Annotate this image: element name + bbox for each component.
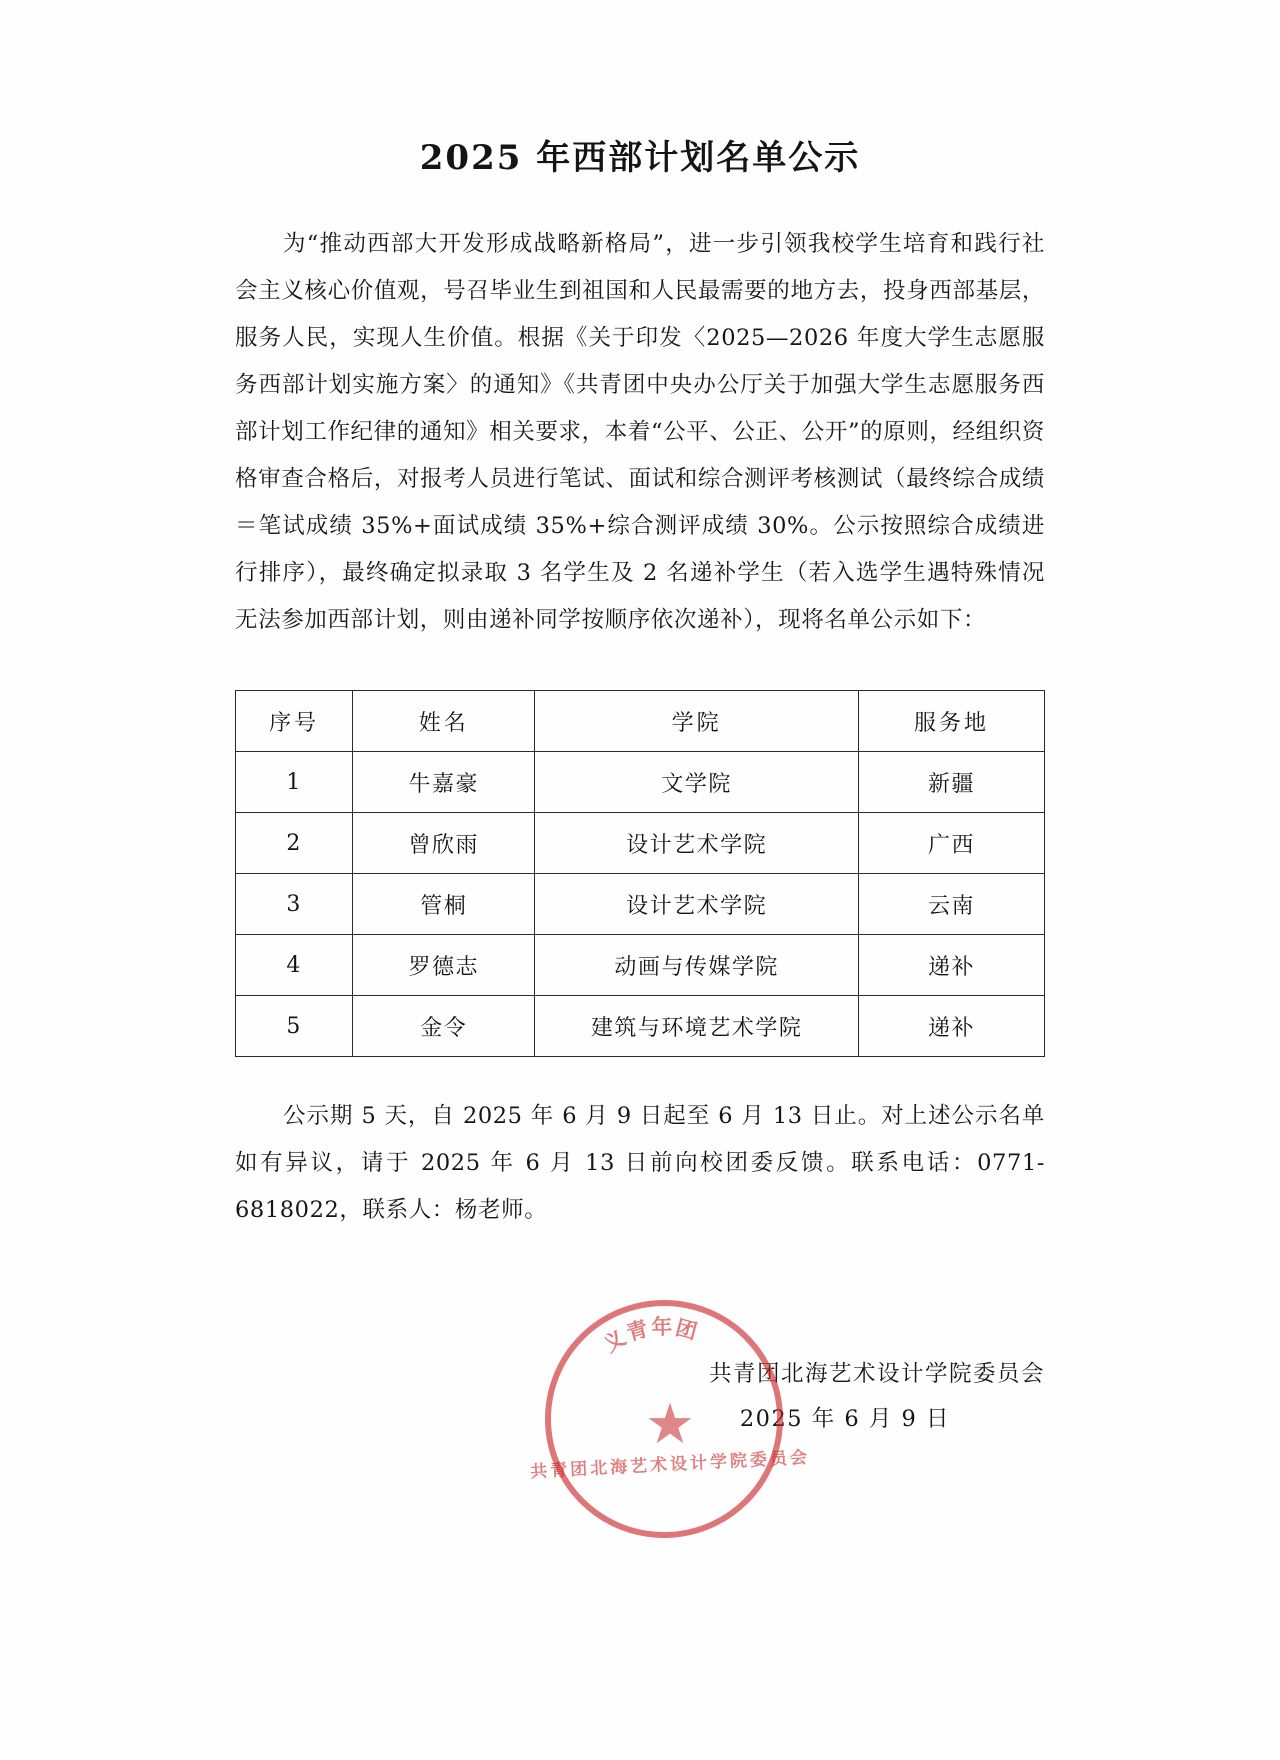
name-list-table-wrapper xyxy=(235,690,1045,1057)
signature-organization: 共青团北海艺术设计学院委员会 xyxy=(708,1361,1045,1387)
cell-college: 动画与传媒学院 xyxy=(535,935,859,996)
cell-location: 云南 xyxy=(858,874,1044,935)
cell-college: 建筑与环境艺术学院 xyxy=(535,996,859,1057)
table-row xyxy=(236,813,1045,874)
cell-index: 1 xyxy=(236,752,353,813)
seal-star-icon: ★ xyxy=(644,1392,696,1457)
notice-paragraph: 公示期 5 天，自 2025 年 6 月 9 日起至 6 月 13 日止。对上述公示名单如有异议，请于 2025 年 6 月 13 日前向校团委反馈。联系电话：0771-6818022，联系人：杨老师。 xyxy=(235,1103,1045,1223)
cell-name: 管桐 xyxy=(353,874,535,935)
cell-college: 文学院 xyxy=(535,752,859,813)
notice-section xyxy=(235,1093,1045,1234)
signature-block xyxy=(235,1352,1045,1442)
intro-paragraph: 为“推动西部大开发形成战略新格局”，进一步引领我校学生培育和践行社会主义核心价值观，号召毕业生到祖国和人民最需要的地方去，投身西部基层，服务人民，实现人生价值。根据《关于印发〈2025—2026 年度大学生志愿服务西部计划实施方案〉的通知》《共青团中央办公厅关于加强大学生志愿服务西部计划工作纪律的通知》相关要求，本着“公平、公正、公开”的原则，经组织资格审查合格后，对报考人员进行笔试、面试和综合测评考核测试（最终综合成绩＝笔试成绩 35%+面试成绩 35%+综合测评成绩 30%。公示按照综合成绩进行排序），最终确定拟录取 3 名学生及 2 名递补学生（若入选学生遇特殊情况无法参加西部计划，则由递补同学按顺序依次递补），现将名单公示如下： xyxy=(235,231,1045,633)
cell-index: 5 xyxy=(236,996,353,1057)
page-title: 2025 年西部计划名单公示 xyxy=(419,138,861,178)
table-header-index: 序号 xyxy=(236,691,353,752)
table-header-name: 姓名 xyxy=(353,691,535,752)
cell-college: 设计艺术学院 xyxy=(535,874,859,935)
table-header-row xyxy=(236,691,1045,752)
cell-name: 金令 xyxy=(353,996,535,1057)
document-body xyxy=(235,179,1045,644)
name-list-table xyxy=(235,690,1045,1057)
signature-date: 2025 年 6 月 9 日 xyxy=(739,1406,950,1432)
table-row xyxy=(236,935,1045,996)
cell-location: 递补 xyxy=(858,996,1044,1057)
table-row xyxy=(236,752,1045,813)
cell-index: 3 xyxy=(236,874,353,935)
cell-index: 2 xyxy=(236,813,353,874)
cell-location: 新疆 xyxy=(858,752,1044,813)
cell-name: 曾欣雨 xyxy=(353,813,535,874)
table-row xyxy=(236,996,1045,1057)
table-header-college: 学院 xyxy=(535,691,859,752)
table-row xyxy=(236,874,1045,935)
cell-index: 4 xyxy=(236,935,353,996)
seal-top-text: 义青年团 xyxy=(598,1313,702,1358)
cell-college: 设计艺术学院 xyxy=(535,813,859,874)
seal-bottom-text: 共青团北海艺术设计学院委员会 xyxy=(529,1447,811,1483)
table-header-location: 服务地 xyxy=(858,691,1044,752)
cell-name: 罗德志 xyxy=(353,935,535,996)
cell-location: 广西 xyxy=(858,813,1044,874)
cell-name: 牛嘉豪 xyxy=(353,752,535,813)
cell-location: 递补 xyxy=(858,935,1044,996)
